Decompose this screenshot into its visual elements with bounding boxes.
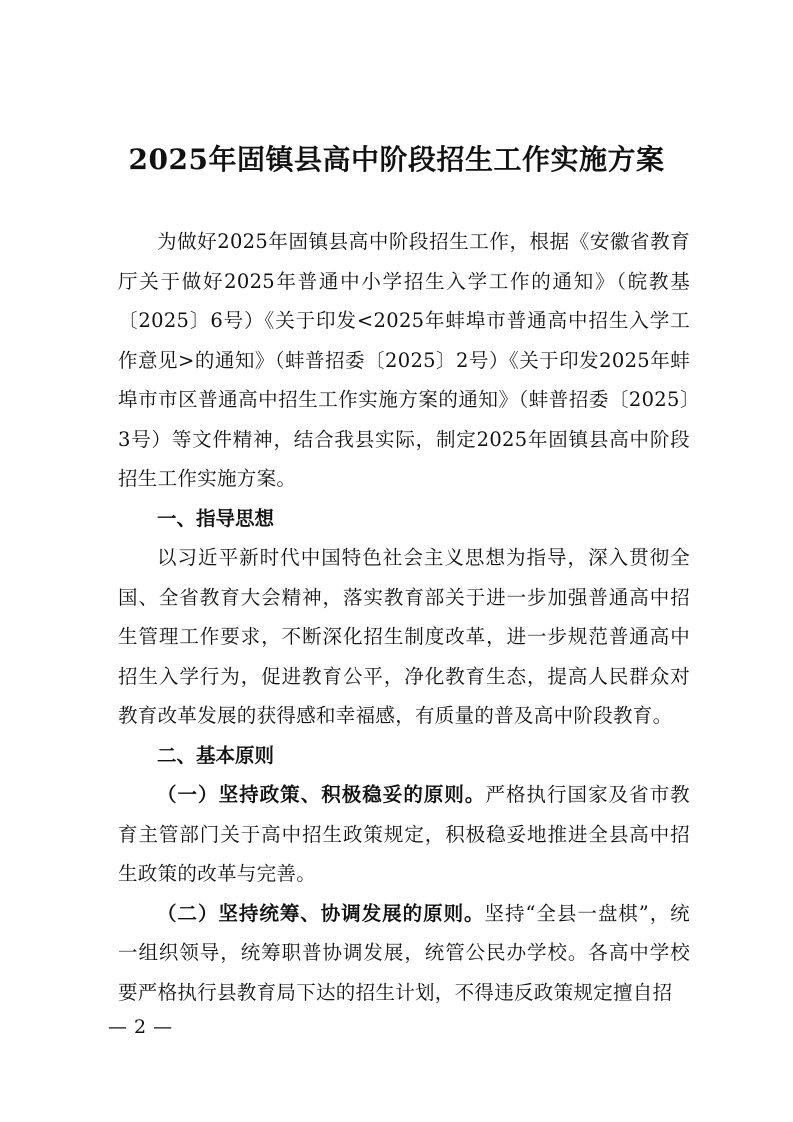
intro-paragraph: 为做好2025年固镇县高中阶段招生工作，根据《安徽省教育厅关于做好2025年普通中小学招生入学工作的通知》（皖教基〔2025〕6号）《关于印发<2025年蚌埠市普通高中招生入学工作意见>的通知》（蚌普招委〔2025〕2号）《关于印发2025年蚌埠市市区普通高中招生工作实施方案的通知》（蚌普招委〔2025〕3号）等文件精神，结合我县实际，制定2025年固镇县高中阶段招生工作实施方案。 <box>118 230 690 490</box>
document-body <box>118 222 690 1012</box>
principle-2-text: 坚持“全县一盘棋”，统一组织领导，统筹职普协调发展，统管公民办学校。各高中学校要严格执行县教育局下达的招生计划，不得违反政策规定擅自招 <box>118 901 690 1004</box>
guiding-ideology-paragraph: 以习近平新时代中国特色社会主义思想为指导，深入贯彻全国、全省教育大会精神，落实教育部关于进一步加强普通高中招生管理工作要求，不断深化招生制度改革，进一步规范普通高中招生入学行为，促进教育公平，净化教育生态，提高人民群众对教育改革发展的获得感和幸福感，有质量的普及高中阶段教育。 <box>118 546 690 727</box>
section-heading-guiding-ideology: 一、指导思想 <box>157 506 275 530</box>
page-number: — 2 — <box>108 1016 173 1038</box>
principle-1-paragraph <box>118 775 690 894</box>
principle-1-text: 严格执行国家及省市教育主管部门关于高中招生政策规定，积极稳妥地推进全县高中招生政策的改革与完善。 <box>118 783 690 885</box>
principle-2-paragraph <box>118 894 690 1013</box>
principle-1-lead: （一）坚持政策、积极稳妥的原则。 <box>157 783 486 806</box>
document-title: 2025年固镇县高中阶段招生工作实施方案 <box>128 143 665 176</box>
section-heading-basic-principles: 二、基本原则 <box>157 743 275 767</box>
principle-2-lead: （二）坚持统筹、协调发展的原则。 <box>157 901 485 925</box>
